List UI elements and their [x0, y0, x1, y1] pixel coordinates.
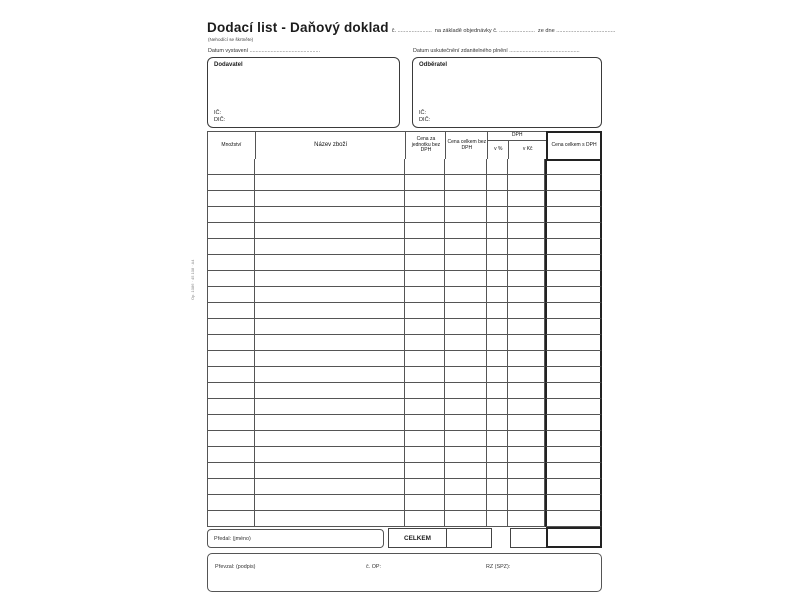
- table-cell: [508, 415, 545, 431]
- table-cell: [208, 239, 255, 255]
- table-cell: [405, 511, 445, 527]
- table-cell: [445, 319, 487, 335]
- table-row: [208, 319, 602, 335]
- table-cell: [405, 399, 445, 415]
- table-cell: [255, 191, 406, 207]
- table-cell: [208, 191, 255, 207]
- table-cell: [405, 191, 445, 207]
- id-card-label: č. OP:: [366, 564, 381, 570]
- header-total-no-vat: Cena celkem bez DPH: [446, 132, 488, 159]
- table-cell: [508, 463, 545, 479]
- table-cell: [208, 383, 255, 399]
- table-cell: [508, 175, 545, 191]
- table-cell: [508, 303, 545, 319]
- table-cell: [208, 335, 255, 351]
- table-cell: [208, 431, 255, 447]
- table-row: [208, 239, 602, 255]
- table-cell: [508, 191, 545, 207]
- table-cell: [405, 495, 445, 511]
- table-cell: [545, 255, 602, 271]
- total-no-vat-cell: [446, 528, 492, 548]
- table-cell: [545, 463, 602, 479]
- customer-ids: [419, 110, 430, 124]
- table-cell: [255, 159, 406, 175]
- table-cell: [255, 447, 406, 463]
- table-cell: [255, 399, 406, 415]
- table-cell: [508, 367, 545, 383]
- table-cell: [487, 415, 508, 431]
- table-cell: [487, 335, 508, 351]
- table-cell: [255, 271, 406, 287]
- table-cell: [208, 207, 255, 223]
- table-cell: [545, 335, 602, 351]
- table-cell: [405, 335, 445, 351]
- table-cell: [208, 367, 255, 383]
- header-quantity: Množství: [208, 132, 256, 159]
- table-cell: [487, 431, 508, 447]
- supplier-label: Dodavatel: [214, 62, 243, 68]
- table-cell: [545, 447, 602, 463]
- table-cell: [508, 399, 545, 415]
- table-cell: [508, 207, 545, 223]
- header-vat: DPH: [488, 132, 546, 141]
- table-cell: [508, 255, 545, 271]
- table-cell: [545, 191, 602, 207]
- table-cell: [487, 367, 508, 383]
- table-cell: [208, 479, 255, 495]
- table-cell: [445, 463, 487, 479]
- customer-ic-label: IČ:: [419, 110, 427, 116]
- table-cell: [487, 287, 508, 303]
- table-cell: [487, 479, 508, 495]
- table-cell: [405, 431, 445, 447]
- table-cell: [445, 239, 487, 255]
- table-cell: [487, 271, 508, 287]
- table-row: [208, 463, 602, 479]
- form-print-code: Op. 1086 · 45 108 · A4: [190, 259, 195, 300]
- table-cell: [445, 511, 487, 527]
- table-cell: [255, 479, 406, 495]
- header-vat-sub: [488, 141, 546, 159]
- table-cell: [545, 207, 602, 223]
- table-cell: [487, 319, 508, 335]
- table-row: [208, 191, 602, 207]
- table-cell: [545, 431, 602, 447]
- table-cell: [508, 319, 545, 335]
- header-vat-czk: v Kč: [522, 146, 533, 153]
- table-cell: [255, 239, 406, 255]
- table-cell: [255, 319, 406, 335]
- table-cell: [405, 159, 445, 175]
- table-cell: [208, 447, 255, 463]
- table-row: [208, 383, 602, 399]
- table-cell: [545, 367, 602, 383]
- table-header: [207, 131, 602, 159]
- table-row: [208, 447, 602, 463]
- table-cell: [445, 287, 487, 303]
- table-cell: [545, 175, 602, 191]
- handed-over-box: [207, 529, 384, 548]
- table-row: [208, 271, 602, 287]
- table-cell: [487, 447, 508, 463]
- table-cell: [255, 303, 406, 319]
- table-row: [208, 431, 602, 447]
- table-cell: [487, 511, 508, 527]
- table-cell: [545, 399, 602, 415]
- table-cell: [508, 239, 545, 255]
- table-cell: [208, 303, 255, 319]
- table-cell: [445, 431, 487, 447]
- header-vat-percent: v %: [488, 141, 509, 159]
- table-cell: [445, 495, 487, 511]
- supplier-ids: [214, 110, 225, 124]
- table-cell: [545, 223, 602, 239]
- table-cell: [545, 239, 602, 255]
- table-rows: [207, 159, 602, 527]
- totals-strip: [207, 528, 602, 548]
- table-cell: [405, 319, 445, 335]
- table-cell: [405, 351, 445, 367]
- table-cell: [508, 495, 545, 511]
- header-vat-group: [488, 132, 546, 159]
- table-cell: [487, 463, 508, 479]
- table-cell: [208, 463, 255, 479]
- table-cell: [508, 479, 545, 495]
- supplier-box: [207, 57, 400, 128]
- table-cell: [405, 271, 445, 287]
- taxable-date-line: Datum uskutečnění zdanitelného plnění ...............................................: [413, 48, 580, 54]
- table-cell: [405, 303, 445, 319]
- table-cell: [487, 255, 508, 271]
- table-cell: [405, 287, 445, 303]
- table-cell: [255, 175, 406, 191]
- table-cell: [208, 351, 255, 367]
- table-cell: [255, 351, 406, 367]
- table-cell: [508, 511, 545, 527]
- table-cell: [445, 447, 487, 463]
- table-cell: [445, 223, 487, 239]
- table-cell: [255, 367, 406, 383]
- document-number-line: č. ......................: [391, 28, 432, 34]
- table-cell: [487, 351, 508, 367]
- table-cell: [508, 271, 545, 287]
- table-cell: [508, 335, 545, 351]
- table-cell: [508, 223, 545, 239]
- table-cell: [487, 207, 508, 223]
- receipt-box: [207, 553, 602, 592]
- table-cell: [487, 239, 508, 255]
- table-cell: [508, 431, 545, 447]
- table-cell: [208, 255, 255, 271]
- table-cell: [405, 415, 445, 431]
- table-cell: [405, 479, 445, 495]
- table-row: [208, 511, 602, 527]
- header-total-with-vat: Cena celkem s DPH: [546, 131, 602, 161]
- table-row: [208, 495, 602, 511]
- table-cell: [545, 287, 602, 303]
- strike-note: (Nehodící se škrtněte): [208, 37, 254, 42]
- table-cell: [208, 159, 255, 175]
- table-cell: [487, 159, 508, 175]
- table-cell: [545, 159, 602, 175]
- table-row: [208, 303, 602, 319]
- table-cell: [208, 495, 255, 511]
- table-cell: [255, 207, 406, 223]
- table-row: [208, 255, 602, 271]
- table-cell: [487, 383, 508, 399]
- table-cell: [545, 383, 602, 399]
- table-cell: [255, 255, 406, 271]
- table-cell: [487, 303, 508, 319]
- table-row: [208, 415, 602, 431]
- received-label: Převzal: (podpis): [215, 564, 256, 570]
- customer-dic-label: DIČ:: [419, 117, 431, 123]
- plate-label: RZ (SPZ):: [486, 564, 511, 570]
- table-row: [208, 335, 602, 351]
- table-cell: [545, 415, 602, 431]
- order-date-line: ze dne ......................................: [537, 28, 616, 34]
- table-cell: [405, 239, 445, 255]
- table-cell: [445, 303, 487, 319]
- issue-date-line: Datum vystavení ...............................................: [208, 48, 321, 54]
- table-cell: [405, 223, 445, 239]
- table-cell: [255, 415, 406, 431]
- customer-box: [412, 57, 602, 128]
- table-cell: [208, 287, 255, 303]
- table-row: [208, 159, 602, 175]
- table-row: [208, 367, 602, 383]
- table-cell: [255, 383, 406, 399]
- supplier-ic-label: IČ:: [214, 110, 222, 116]
- table-cell: [445, 399, 487, 415]
- handed-over-label: Předal: (jméno): [214, 535, 251, 542]
- total-vat-czk-cell: [510, 528, 547, 548]
- order-number-line: na základě objednávky č. .......................: [434, 28, 535, 34]
- table-cell: [208, 271, 255, 287]
- table-cell: [208, 415, 255, 431]
- supplier-dic-label: DIČ:: [214, 117, 226, 123]
- table-cell: [255, 511, 406, 527]
- table-cell: [445, 271, 487, 287]
- table-cell: [445, 255, 487, 271]
- customer-label: Odběratel: [419, 62, 448, 68]
- table-cell: [208, 511, 255, 527]
- total-label-cell: CELKEM: [388, 528, 447, 548]
- table-cell: [208, 399, 255, 415]
- table-cell: [445, 367, 487, 383]
- items-table: [207, 131, 602, 527]
- table-cell: [508, 383, 545, 399]
- table-cell: [255, 495, 406, 511]
- table-cell: [445, 159, 487, 175]
- total-with-vat-cell: [546, 527, 602, 548]
- table-row: [208, 351, 602, 367]
- table-cell: [208, 319, 255, 335]
- table-cell: [487, 175, 508, 191]
- table-cell: [508, 159, 545, 175]
- table-row: [208, 175, 602, 191]
- table-cell: [487, 495, 508, 511]
- table-cell: [445, 175, 487, 191]
- table-row: [208, 399, 602, 415]
- table-cell: [405, 367, 445, 383]
- table-cell: [545, 271, 602, 287]
- table-cell: [487, 223, 508, 239]
- table-cell: [508, 287, 545, 303]
- table-cell: [487, 191, 508, 207]
- table-row: [208, 207, 602, 223]
- table-cell: [405, 255, 445, 271]
- header-unit-price: Cena za jednotku bez DPH: [406, 132, 446, 159]
- table-cell: [405, 447, 445, 463]
- table-cell: [508, 351, 545, 367]
- table-cell: [405, 383, 445, 399]
- table-cell: [208, 223, 255, 239]
- table-cell: [255, 223, 406, 239]
- table-cell: [255, 287, 406, 303]
- table-cell: [255, 463, 406, 479]
- table-cell: [445, 207, 487, 223]
- header-item-name: Název zboží: [256, 132, 407, 159]
- table-cell: [545, 351, 602, 367]
- page-title: Dodací list - Daňový doklad: [207, 20, 389, 35]
- table-cell: [545, 303, 602, 319]
- table-cell: [545, 319, 602, 335]
- table-cell: [255, 431, 406, 447]
- title-row: [207, 20, 616, 35]
- table-cell: [445, 351, 487, 367]
- table-cell: [545, 479, 602, 495]
- table-cell: [445, 415, 487, 431]
- table-cell: [445, 383, 487, 399]
- table-cell: [445, 335, 487, 351]
- table-cell: [545, 495, 602, 511]
- table-cell: [208, 175, 255, 191]
- table-cell: [508, 447, 545, 463]
- table-row: [208, 287, 602, 303]
- table-cell: [545, 511, 602, 527]
- table-cell: [487, 399, 508, 415]
- table-cell: [445, 191, 487, 207]
- table-cell: [405, 207, 445, 223]
- table-cell: [405, 175, 445, 191]
- table-cell: [255, 335, 406, 351]
- table-cell: [405, 463, 445, 479]
- table-cell: [445, 479, 487, 495]
- delivery-note-form: [207, 0, 616, 600]
- table-row: [208, 223, 602, 239]
- table-row: [208, 479, 602, 495]
